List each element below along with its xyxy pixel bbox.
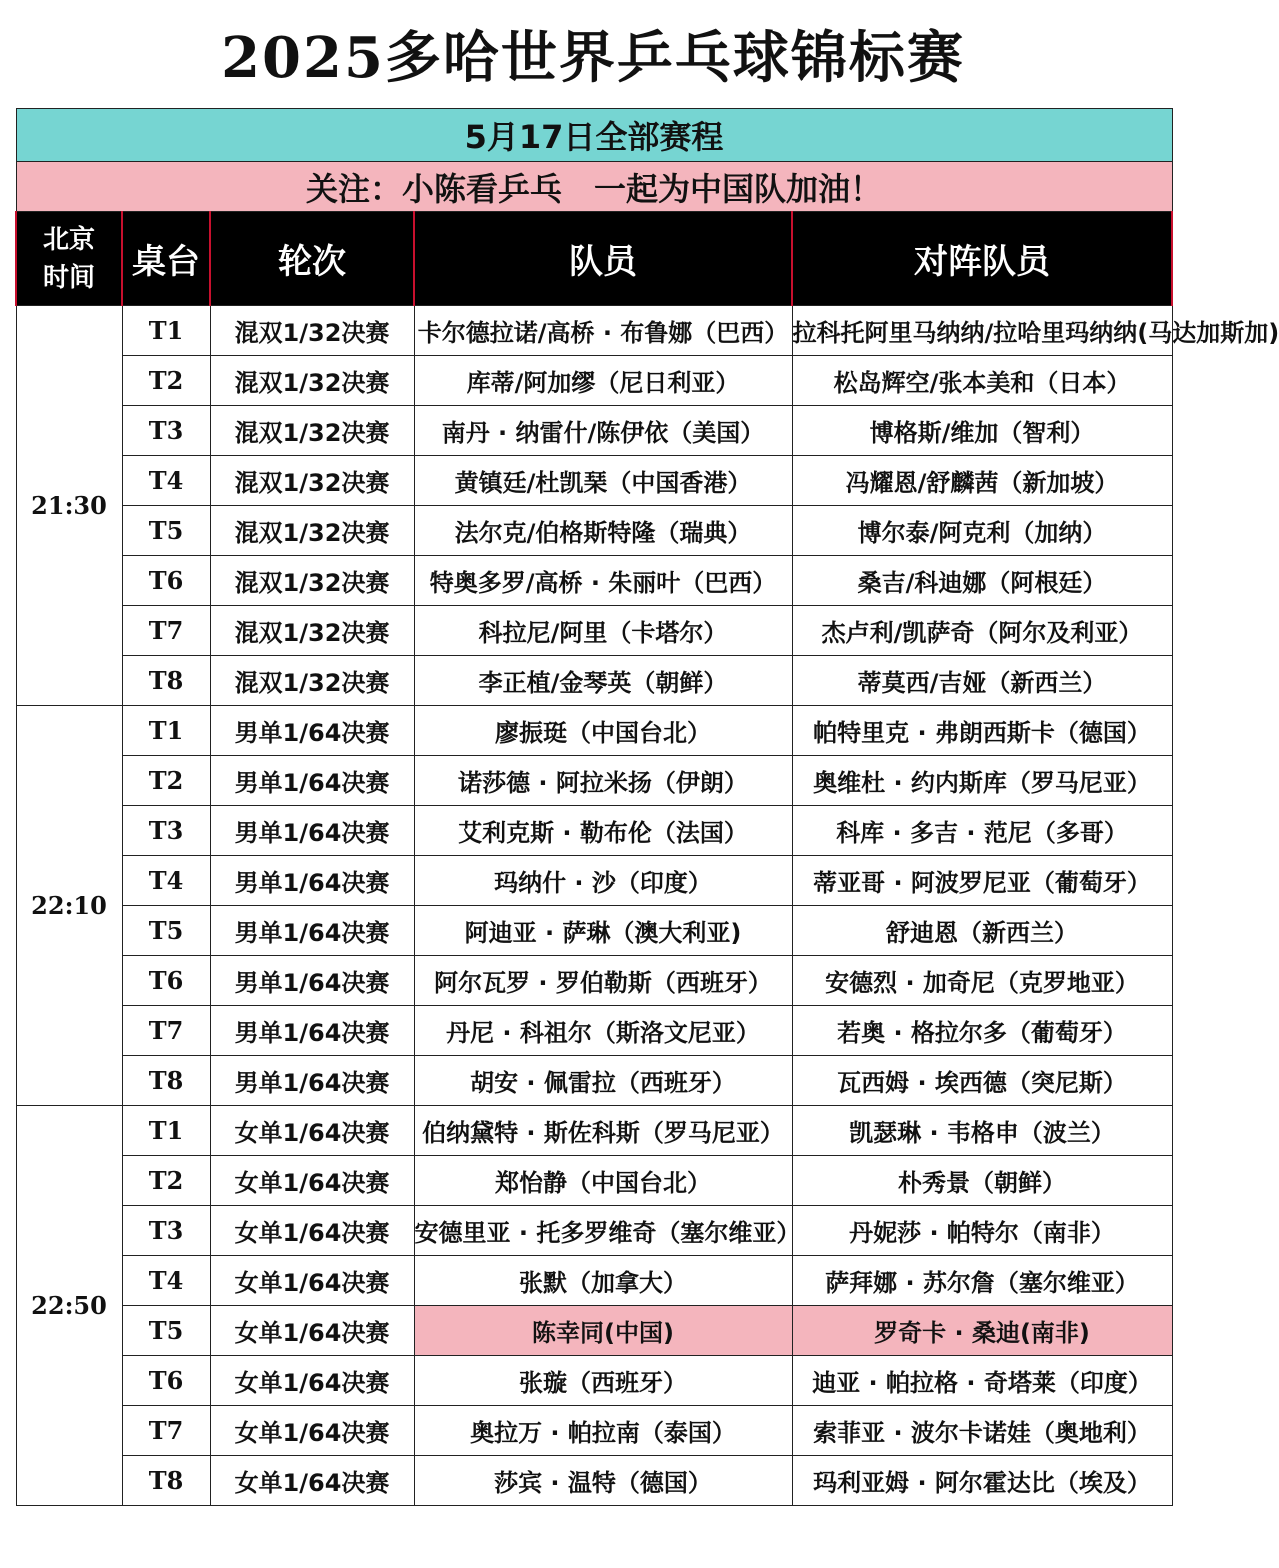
opponent-cell: 科库 · 多吉 · 范尼（多哥） xyxy=(792,806,1172,856)
player-cell: 阿尔瓦罗 · 罗伯勒斯（西班牙） xyxy=(414,956,792,1006)
table-number: T3 xyxy=(122,1206,210,1256)
round-cell: 男单1/64决赛 xyxy=(210,706,414,756)
round-cell: 男单1/64决赛 xyxy=(210,1006,414,1056)
round-cell: 女单1/64决赛 xyxy=(210,1106,414,1156)
player-cell: 伯纳黛特 · 斯佐科斯（罗马尼亚） xyxy=(414,1106,792,1156)
header-table: 桌台 xyxy=(122,212,210,306)
date-banner: 5月17日全部赛程 xyxy=(16,109,1172,162)
table-row xyxy=(16,1056,1172,1106)
player-cell: 李正植/金琴英（朝鲜） xyxy=(414,656,792,706)
round-cell: 混双1/32决赛 xyxy=(210,456,414,506)
opponent-cell: 蒂亚哥 · 阿波罗尼亚（葡萄牙） xyxy=(792,856,1172,906)
table-row xyxy=(16,406,1172,456)
round-cell: 男单1/64决赛 xyxy=(210,1056,414,1106)
player-cell: 张默（加拿大） xyxy=(414,1256,792,1306)
table-row xyxy=(16,1406,1172,1456)
player-cell: 法尔克/伯格斯特隆（瑞典） xyxy=(414,506,792,556)
round-cell: 混双1/32决赛 xyxy=(210,306,414,356)
table-number: T5 xyxy=(122,1306,210,1356)
player-cell: 安德里亚 · 托多罗维奇（塞尔维亚） xyxy=(414,1206,792,1256)
table-number: T1 xyxy=(122,1106,210,1156)
table-row xyxy=(16,1206,1172,1256)
player-cell: 奥拉万 · 帕拉南（泰国） xyxy=(414,1406,792,1456)
round-cell: 女单1/64决赛 xyxy=(210,1406,414,1456)
table-number: T2 xyxy=(122,756,210,806)
opponent-cell: 博尔泰/阿克利（加纳） xyxy=(792,506,1172,556)
opponent-cell: 罗奇卡 · 桑迪(南非) xyxy=(792,1306,1172,1356)
player-cell: 艾利克斯 · 勒布伦（法国） xyxy=(414,806,792,856)
opponent-cell: 舒迪恩（新西兰） xyxy=(792,906,1172,956)
player-cell: 南丹 · 纳雷什/陈伊依（美国） xyxy=(414,406,792,456)
round-cell: 混双1/32决赛 xyxy=(210,556,414,606)
player-cell: 玛纳什 · 沙（印度） xyxy=(414,856,792,906)
player-cell: 胡安 · 佩雷拉（西班牙） xyxy=(414,1056,792,1106)
table-row xyxy=(16,556,1172,606)
player-cell: 诺莎德 · 阿拉米扬（伊朗） xyxy=(414,756,792,806)
table-number: T7 xyxy=(122,1006,210,1056)
round-cell: 女单1/64决赛 xyxy=(210,1456,414,1506)
schedule-table xyxy=(15,108,1279,1506)
table-number: T2 xyxy=(122,1156,210,1206)
session-time: 21:30 xyxy=(16,306,122,706)
table-row xyxy=(16,356,1172,406)
round-cell: 女单1/64决赛 xyxy=(210,1356,414,1406)
round-cell: 女单1/64决赛 xyxy=(210,1206,414,1256)
player-cell: 张璇（西班牙） xyxy=(414,1356,792,1406)
table-number: T8 xyxy=(122,656,210,706)
table-row xyxy=(16,856,1172,906)
player-cell: 陈幸同(中国) xyxy=(414,1306,792,1356)
table-row xyxy=(16,506,1172,556)
round-cell: 女单1/64决赛 xyxy=(210,1256,414,1306)
table-number: T6 xyxy=(122,556,210,606)
table-number: T4 xyxy=(122,1256,210,1306)
opponent-cell: 松岛辉空/张本美和（日本） xyxy=(792,356,1172,406)
player-cell: 廖振珽（中国台北） xyxy=(414,706,792,756)
opponent-cell: 博格斯/维加（智利） xyxy=(792,406,1172,456)
table-number: T3 xyxy=(122,406,210,456)
opponent-cell: 拉科托阿里马纳纳/拉哈里玛纳纳(马达加斯加) xyxy=(792,306,1172,356)
opponent-cell: 萨拜娜 · 苏尔詹（塞尔维亚） xyxy=(792,1256,1172,1306)
round-cell: 男单1/64决赛 xyxy=(210,806,414,856)
table-row xyxy=(16,1256,1172,1306)
session-time: 22:10 xyxy=(16,706,122,1106)
opponent-cell: 玛利亚姆 · 阿尔霍达比（埃及） xyxy=(792,1456,1172,1506)
player-cell: 特奥多罗/高桥 · 朱丽叶（巴西） xyxy=(414,556,792,606)
player-cell: 科拉尼/阿里（卡塔尔） xyxy=(414,606,792,656)
opponent-cell: 丹妮莎 · 帕特尔（南非） xyxy=(792,1206,1172,1256)
opponent-cell: 桑吉/科迪娜（阿根廷） xyxy=(792,556,1172,606)
header-player: 队员 xyxy=(414,212,792,306)
round-cell: 男单1/64决赛 xyxy=(210,856,414,906)
header-opponent: 对阵队员 xyxy=(792,212,1172,306)
note-banner: 关注：小陈看乒乓 一起为中国队加油！ xyxy=(16,162,1172,212)
round-cell: 男单1/64决赛 xyxy=(210,956,414,1006)
table-row xyxy=(16,606,1172,656)
round-cell: 混双1/32决赛 xyxy=(210,406,414,456)
table-row xyxy=(16,756,1172,806)
table-number: T1 xyxy=(122,706,210,756)
table-number: T5 xyxy=(122,506,210,556)
table-number: T8 xyxy=(122,1456,210,1506)
table-number: T6 xyxy=(122,1356,210,1406)
table-row xyxy=(16,1156,1172,1206)
round-cell: 混双1/32决赛 xyxy=(210,356,414,406)
table-row xyxy=(16,806,1172,856)
player-cell: 卡尔德拉诺/高桥 · 布鲁娜（巴西） xyxy=(414,306,792,356)
table-row xyxy=(16,456,1172,506)
player-cell: 莎宾 · 温特（德国） xyxy=(414,1456,792,1506)
opponent-cell: 瓦西姆 · 埃西德（突尼斯） xyxy=(792,1056,1172,1106)
table-number: T1 xyxy=(122,306,210,356)
player-cell: 库蒂/阿加缪（尼日利亚） xyxy=(414,356,792,406)
table-row xyxy=(16,906,1172,956)
round-cell: 男单1/64决赛 xyxy=(210,906,414,956)
player-cell: 丹尼 · 科祖尔（斯洛文尼亚） xyxy=(414,1006,792,1056)
round-cell: 女单1/64决赛 xyxy=(210,1156,414,1206)
opponent-cell: 凯瑟琳 · 韦格申（波兰） xyxy=(792,1106,1172,1156)
opponent-cell: 若奥 · 格拉尔多（葡萄牙） xyxy=(792,1006,1172,1056)
opponent-cell: 冯耀恩/舒麟茜（新加坡） xyxy=(792,456,1172,506)
table-number: T5 xyxy=(122,906,210,956)
table-row xyxy=(16,1456,1172,1506)
table-row xyxy=(16,1356,1172,1406)
header-time-line2: 时间 xyxy=(42,262,95,293)
table-row xyxy=(16,306,1172,356)
player-cell: 郑怡静（中国台北） xyxy=(414,1156,792,1206)
opponent-cell: 帕特里克 · 弗朗西斯卡（德国） xyxy=(792,706,1172,756)
table-row xyxy=(16,956,1172,1006)
player-cell: 阿迪亚 · 萨琳（澳大利亚) xyxy=(414,906,792,956)
table-number: T6 xyxy=(122,956,210,1006)
table-number: T7 xyxy=(122,606,210,656)
table-row xyxy=(16,1006,1172,1056)
table-number: T2 xyxy=(122,356,210,406)
session-time: 22:50 xyxy=(16,1106,122,1506)
table-row xyxy=(16,706,1172,756)
opponent-cell: 蒂莫西/吉娅（新西兰） xyxy=(792,656,1172,706)
opponent-cell: 杰卢利/凯萨奇（阿尔及利亚） xyxy=(792,606,1172,656)
page-title: 2025多哈世界乒乓球锦标赛 xyxy=(221,25,965,91)
table-number: T3 xyxy=(122,806,210,856)
table-row xyxy=(16,1306,1172,1356)
table-row xyxy=(16,656,1172,706)
round-cell: 男单1/64决赛 xyxy=(210,756,414,806)
player-cell: 黄镇廷/杜凯琹（中国香港） xyxy=(414,456,792,506)
header-time-line1: 北京 xyxy=(42,224,95,255)
opponent-cell: 奥维杜 · 约内斯库（罗马尼亚） xyxy=(792,756,1172,806)
opponent-cell: 索菲亚 · 波尔卡诺娃（奥地利） xyxy=(792,1406,1172,1456)
opponent-cell: 安德烈 · 加奇尼（克罗地亚） xyxy=(792,956,1172,1006)
header-time xyxy=(16,212,122,306)
table-row xyxy=(16,1106,1172,1156)
table-number: T4 xyxy=(122,856,210,906)
opponent-cell: 迪亚 · 帕拉格 · 奇塔莱（印度） xyxy=(792,1356,1172,1406)
table-number: T8 xyxy=(122,1056,210,1106)
round-cell: 女单1/64决赛 xyxy=(210,1306,414,1356)
table-number: T7 xyxy=(122,1406,210,1456)
round-cell: 混双1/32决赛 xyxy=(210,506,414,556)
opponent-cell: 朴秀景（朝鲜） xyxy=(792,1156,1172,1206)
table-number: T4 xyxy=(122,456,210,506)
round-cell: 混双1/32决赛 xyxy=(210,606,414,656)
header-round: 轮次 xyxy=(210,212,414,306)
round-cell: 混双1/32决赛 xyxy=(210,656,414,706)
